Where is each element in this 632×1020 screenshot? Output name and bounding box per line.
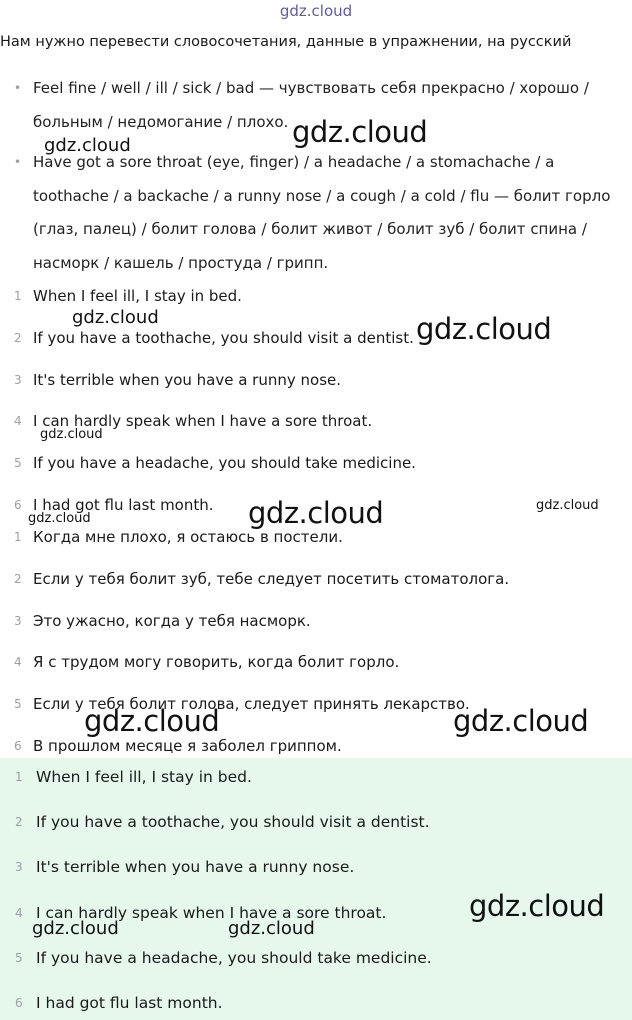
- watermark: gdz.cloud: [469, 889, 605, 923]
- list-item: [0, 411, 632, 453]
- list-item: [0, 812, 632, 857]
- item-text: It's terrible when you have a runny nose.: [36, 858, 355, 877]
- item-text: В прошлом месяце я заболел гриппом.: [33, 736, 342, 755]
- intro-text: Нам нужно перевести словосочетания, данные в упражнении, на русский: [0, 34, 572, 50]
- item-text: Если у тебя болит зуб, тебе следует посетить стоматолога.: [33, 569, 510, 588]
- item-number: 1: [14, 289, 22, 303]
- item-number: 6: [14, 738, 22, 753]
- item-text: If you have a headache, you should take medicine.: [36, 948, 432, 967]
- item-number: 3: [14, 372, 22, 387]
- item-number: 2: [14, 330, 22, 345]
- list-item: [0, 903, 632, 948]
- list-item: [0, 453, 632, 495]
- item-number: 1: [15, 770, 23, 784]
- watermark: gdz.cloud: [32, 918, 119, 939]
- list-item: [0, 694, 632, 736]
- item-number: 3: [15, 860, 23, 875]
- watermark: gdz.cloud: [40, 427, 103, 442]
- item-text: Я с трудом могу говорить, когда болит горло.: [33, 653, 400, 672]
- list-item: [0, 736, 632, 760]
- item-text: If you have a toothache, you should visit a dentist.: [36, 813, 430, 832]
- vocabulary-item: [0, 146, 632, 280]
- item-text: I had got flu last month.: [33, 495, 214, 514]
- item-number: 5: [14, 456, 22, 471]
- watermark: gdz.cloud: [228, 918, 315, 939]
- item-text: Когда мне плохо, я остаюсь в постели.: [33, 528, 343, 546]
- item-text: If you have a toothache, you should visit a dentist.: [33, 328, 414, 347]
- answer-sentences-list: [0, 767, 632, 1017]
- item-number: 4: [14, 655, 22, 670]
- item-number: 4: [14, 414, 22, 429]
- vocabulary-text: Feel fine / well / ill / sick / bad — чувствовать себя прекрасно / хорошо / больным / недомогание / плохо.: [33, 79, 589, 131]
- list-item: [0, 948, 632, 993]
- item-number: 3: [14, 613, 22, 628]
- site-logo[interactable]: gdz.cloud: [279, 2, 353, 20]
- list-item: [0, 611, 632, 653]
- watermark: gdz.cloud: [292, 115, 428, 149]
- watermark: gdz.cloud: [453, 704, 589, 738]
- watermark: gdz.cloud: [72, 307, 159, 328]
- item-number: 4: [15, 905, 23, 920]
- russian-sentences-list: [0, 527, 632, 760]
- item-text: I had got flu last month.: [36, 993, 223, 1012]
- list-item: [0, 767, 632, 812]
- item-text: Это ужасно, когда у тебя насморк.: [33, 611, 311, 630]
- watermark: gdz.cloud: [28, 511, 91, 526]
- item-number: 6: [14, 497, 22, 512]
- list-item: [0, 328, 632, 370]
- vocabulary-text: Have got a sore throat (eye, finger) / a headache / a stomachache / a toothache / a backache / a runny nose / a cough / a cold / flu — болит горло (глаз, палец) / болит голова / болит живот / болит зуб / болит спина / насморк / кашель / простуда / грипп.: [33, 153, 611, 272]
- answer-box: [0, 758, 632, 1020]
- watermark: gdz.cloud: [416, 312, 552, 346]
- item-text: It's terrible when you have a runny nose.: [33, 370, 342, 389]
- bullet-icon: •: [14, 155, 22, 169]
- item-number: 2: [15, 815, 23, 830]
- bullet-icon: •: [14, 81, 22, 95]
- watermark: gdz.cloud: [84, 704, 220, 738]
- item-text: When I feel ill, I stay in bed.: [33, 287, 242, 305]
- item-text: I can hardly speak when I have a sore throat.: [33, 412, 373, 431]
- item-text: When I feel ill, I stay in bed.: [36, 768, 252, 786]
- vocabulary-item: [0, 72, 632, 139]
- list-item: [0, 993, 632, 1017]
- watermark: gdz.cloud: [536, 498, 599, 513]
- list-item: [0, 370, 632, 412]
- item-number: 5: [14, 697, 22, 712]
- watermark: gdz.cloud: [248, 496, 384, 530]
- list-item: [0, 569, 632, 611]
- item-text: Если у тебя болит голова, следует принять лекарство.: [33, 695, 470, 714]
- list-item: [0, 652, 632, 694]
- item-number: 2: [14, 571, 22, 586]
- item-number: 1: [14, 530, 22, 544]
- item-text: If you have a headache, you should take medicine.: [33, 454, 416, 473]
- english-sentences-list: [0, 286, 632, 527]
- vocabulary-list: [0, 72, 632, 287]
- item-number: 5: [15, 950, 23, 965]
- item-text: I can hardly speak when I have a sore throat.: [36, 903, 387, 922]
- list-item: [0, 286, 632, 328]
- list-item: [0, 495, 632, 527]
- item-number: 6: [15, 995, 23, 1010]
- list-item: [0, 857, 632, 902]
- list-item: [0, 527, 632, 569]
- watermark: gdz.cloud: [44, 135, 131, 156]
